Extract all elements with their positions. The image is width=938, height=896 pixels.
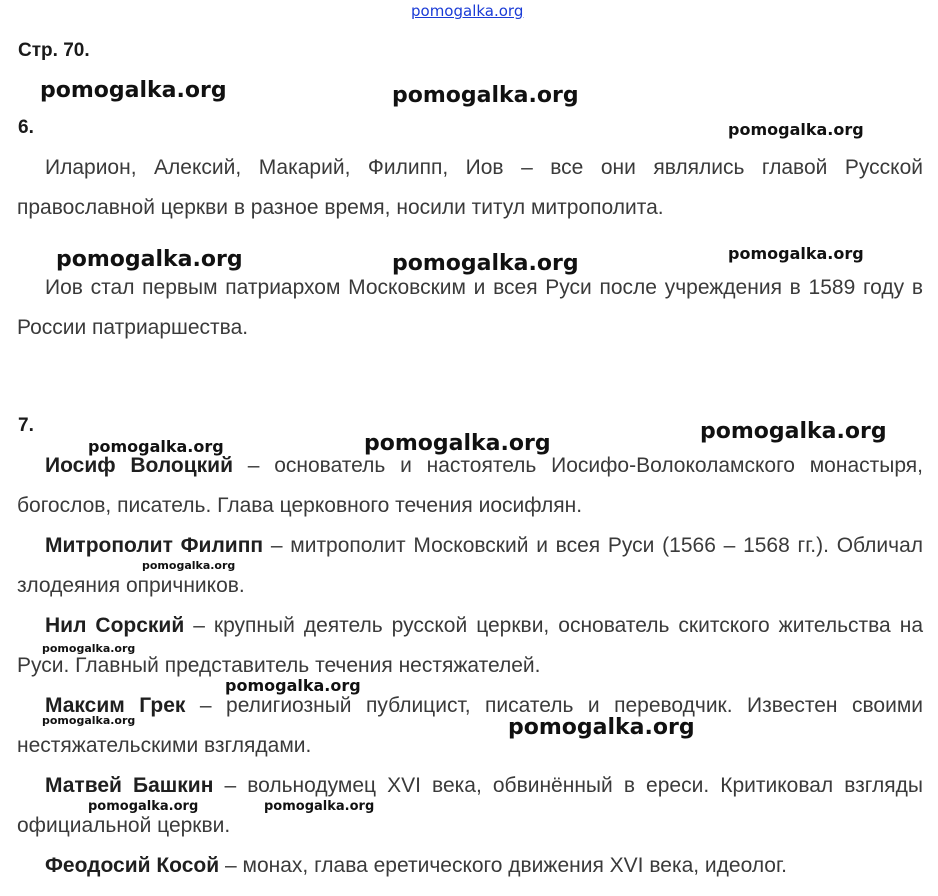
entry-mitropolit-filipp: [17, 526, 923, 606]
entry-name: Иосиф Волоцкий: [45, 454, 233, 477]
watermark: pomogalka.org: [56, 247, 243, 272]
entry-text: – митрополит Московский и всея Руси (1566 – 1568 гг.). Обличал злодеяния опричников.: [17, 534, 923, 597]
entry-matvey-bashkin: [17, 766, 923, 846]
page-label: Стр. 70.: [18, 40, 90, 61]
watermark: pomogalka.org: [700, 419, 887, 444]
entry-name: Максим Грек: [45, 694, 186, 717]
watermark-link[interactable]: pomogalka.org: [411, 2, 524, 20]
entry-maksim-grek: [17, 686, 923, 766]
entry-text: – монах, глава еретического движения XVI века, идеолог.: [219, 854, 787, 877]
watermark: pomogalka.org: [40, 78, 227, 103]
watermark: pomogalka.org: [88, 437, 224, 456]
question-number-7: 7.: [18, 415, 34, 436]
question-number-6: 6.: [18, 117, 34, 138]
entry-nil-sorsky: [17, 606, 923, 686]
watermark: pomogalka.org: [392, 251, 579, 276]
entry-feodosy-kosoy: [17, 846, 923, 886]
watermark: pomogalka.org: [508, 715, 695, 740]
entry-name: Нил Сорский: [45, 614, 185, 637]
entry-iosif-volotsky: [17, 446, 923, 526]
watermark: pomogalka.org: [364, 431, 551, 456]
watermark: pomogalka.org: [42, 714, 136, 727]
watermark: pomogalka.org: [88, 799, 199, 814]
watermark: pomogalka.org: [142, 559, 236, 572]
entry-text: – крупный деятель русской церкви, основатель скитского жительства на Руси. Главный представитель течения нестяжателей.: [17, 614, 923, 677]
entry-text: – религиозный публицист, писатель и переводчик. Известен своими нестяжательскими взглядами.: [17, 694, 923, 757]
answer-6-paragraph-1: [17, 148, 923, 228]
answer-6-text-1: Иларион, Алексий, Макарий, Филипп, Иов – все они являлись главой Русской православной церкви в разное время, носили титул митрополита.: [17, 156, 923, 219]
watermark: pomogalka.org: [392, 83, 579, 108]
entry-text: – вольнодумец XVI века, обвинённый в ереси. Критиковал взгляды официальной церкви.: [17, 774, 923, 837]
entry-name: Матвей Башкин: [45, 774, 214, 797]
answer-6-text-2: Иов стал первым патриархом Московским и всея Руси после учреждения в 1589 году в России патриаршества.: [17, 276, 923, 339]
watermark: pomogalka.org: [225, 676, 361, 695]
watermark: pomogalka.org: [728, 120, 864, 139]
watermark: pomogalka.org: [42, 642, 136, 655]
entry-name: Феодосий Косой: [45, 854, 220, 877]
watermark: pomogalka.org: [264, 799, 375, 814]
entry-name: Митрополит Филипп: [45, 534, 264, 557]
watermark: pomogalka.org: [728, 244, 864, 263]
answer-6-paragraph-2: [17, 268, 923, 348]
entry-text: – основатель и настоятель Иосифо-Волоколамского монастыря, богослов, писатель. Глава церковного течения иосифлян.: [17, 454, 923, 517]
